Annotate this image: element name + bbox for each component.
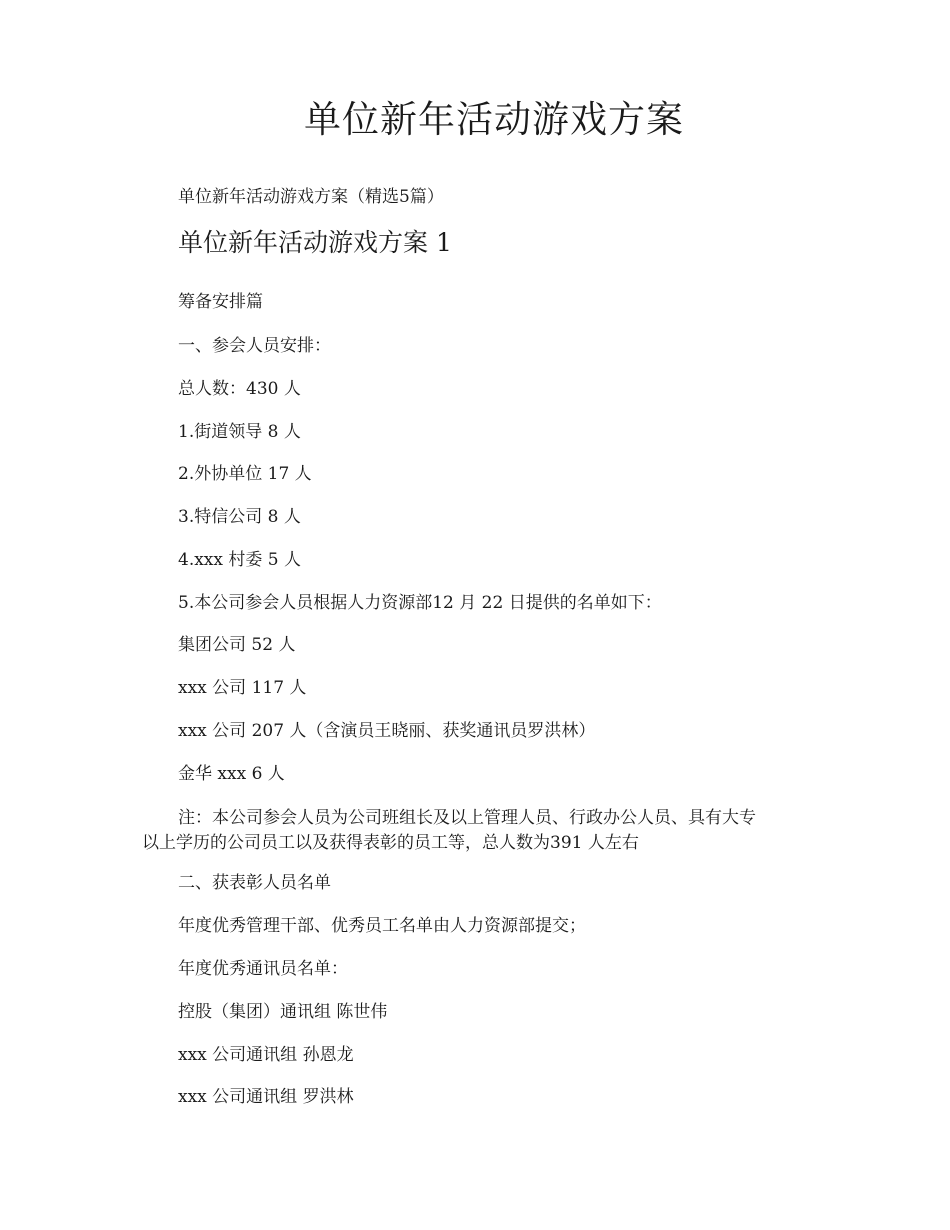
paragraph: 二、获表彰人员名单: [178, 873, 331, 893]
note-paragraph: [142, 806, 832, 856]
note-line: 以上学历的公司员工以及获得表彰的员工等，总人数为391 人左右: [142, 833, 639, 853]
list-item: 4.xxx 村委 5 人: [178, 550, 302, 570]
list-item: 控股（集团）通讯组 陈世伟: [178, 1002, 388, 1022]
paragraph: xxx 公司 207 人（含演员王晓丽、获奖通讯员罗洪林）: [178, 721, 596, 741]
document-title: 单位新年活动游戏方案: [304, 98, 684, 141]
document-subtitle: 单位新年活动游戏方案（精选5篇）: [178, 187, 444, 207]
paragraph: 金华 xxx 6 人: [178, 764, 285, 784]
section-heading: 单位新年活动游戏方案 1: [178, 228, 452, 257]
paragraph: 筹备安排篇: [178, 292, 263, 312]
list-item: 5.本公司参会人员根据人力资源部12 月 22 日提供的名单如下：: [178, 593, 662, 613]
paragraph: 集团公司 52 人: [178, 635, 296, 655]
list-item: 3.特信公司 8 人: [178, 507, 301, 527]
list-item: xxx 公司通讯组 罗洪林: [178, 1087, 354, 1107]
note-line: 注：本公司参会人员为公司班组长及以上管理人员、行政办公人员、具有大专: [178, 808, 756, 828]
paragraph: xxx 公司 117 人: [178, 678, 307, 698]
list-item: xxx 公司通讯组 孙恩龙: [178, 1045, 354, 1065]
list-item: 1.街道领导 8 人: [178, 422, 301, 442]
paragraph: 一、参会人员安排：: [178, 336, 331, 356]
paragraph: 年度优秀管理干部、优秀员工名单由人力资源部提交；: [178, 916, 586, 936]
paragraph: 总人数：430 人: [178, 379, 301, 399]
list-item: 2.外协单位 17 人: [178, 464, 312, 484]
paragraph: 年度优秀通讯员名单：: [178, 959, 348, 979]
